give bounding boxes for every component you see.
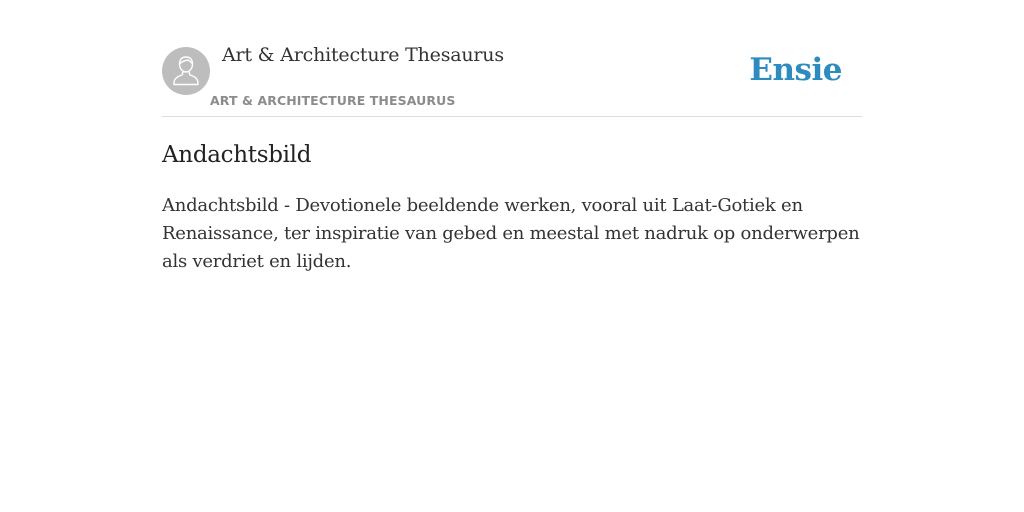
author-source-label: ART & ARCHITECTURE THESAURUS [210,93,456,108]
author-name[interactable]: Art & Architecture Thesaurus [222,44,504,66]
ensie-logo-link[interactable]: Ensie [749,52,842,88]
page-container [162,0,862,512]
entry-header [162,0,862,117]
author-avatar[interactable] [162,47,210,95]
entry-definition: Andachtsbild - Devotionele beeldende werken, vooral uit Laat-Gotiek en Renaissance, ter inspiratie van gebed en meestal met nadruk op onderwerpen als verdriet en lijden. [162,195,860,272]
entry-title: Andachtsbild [162,142,312,168]
